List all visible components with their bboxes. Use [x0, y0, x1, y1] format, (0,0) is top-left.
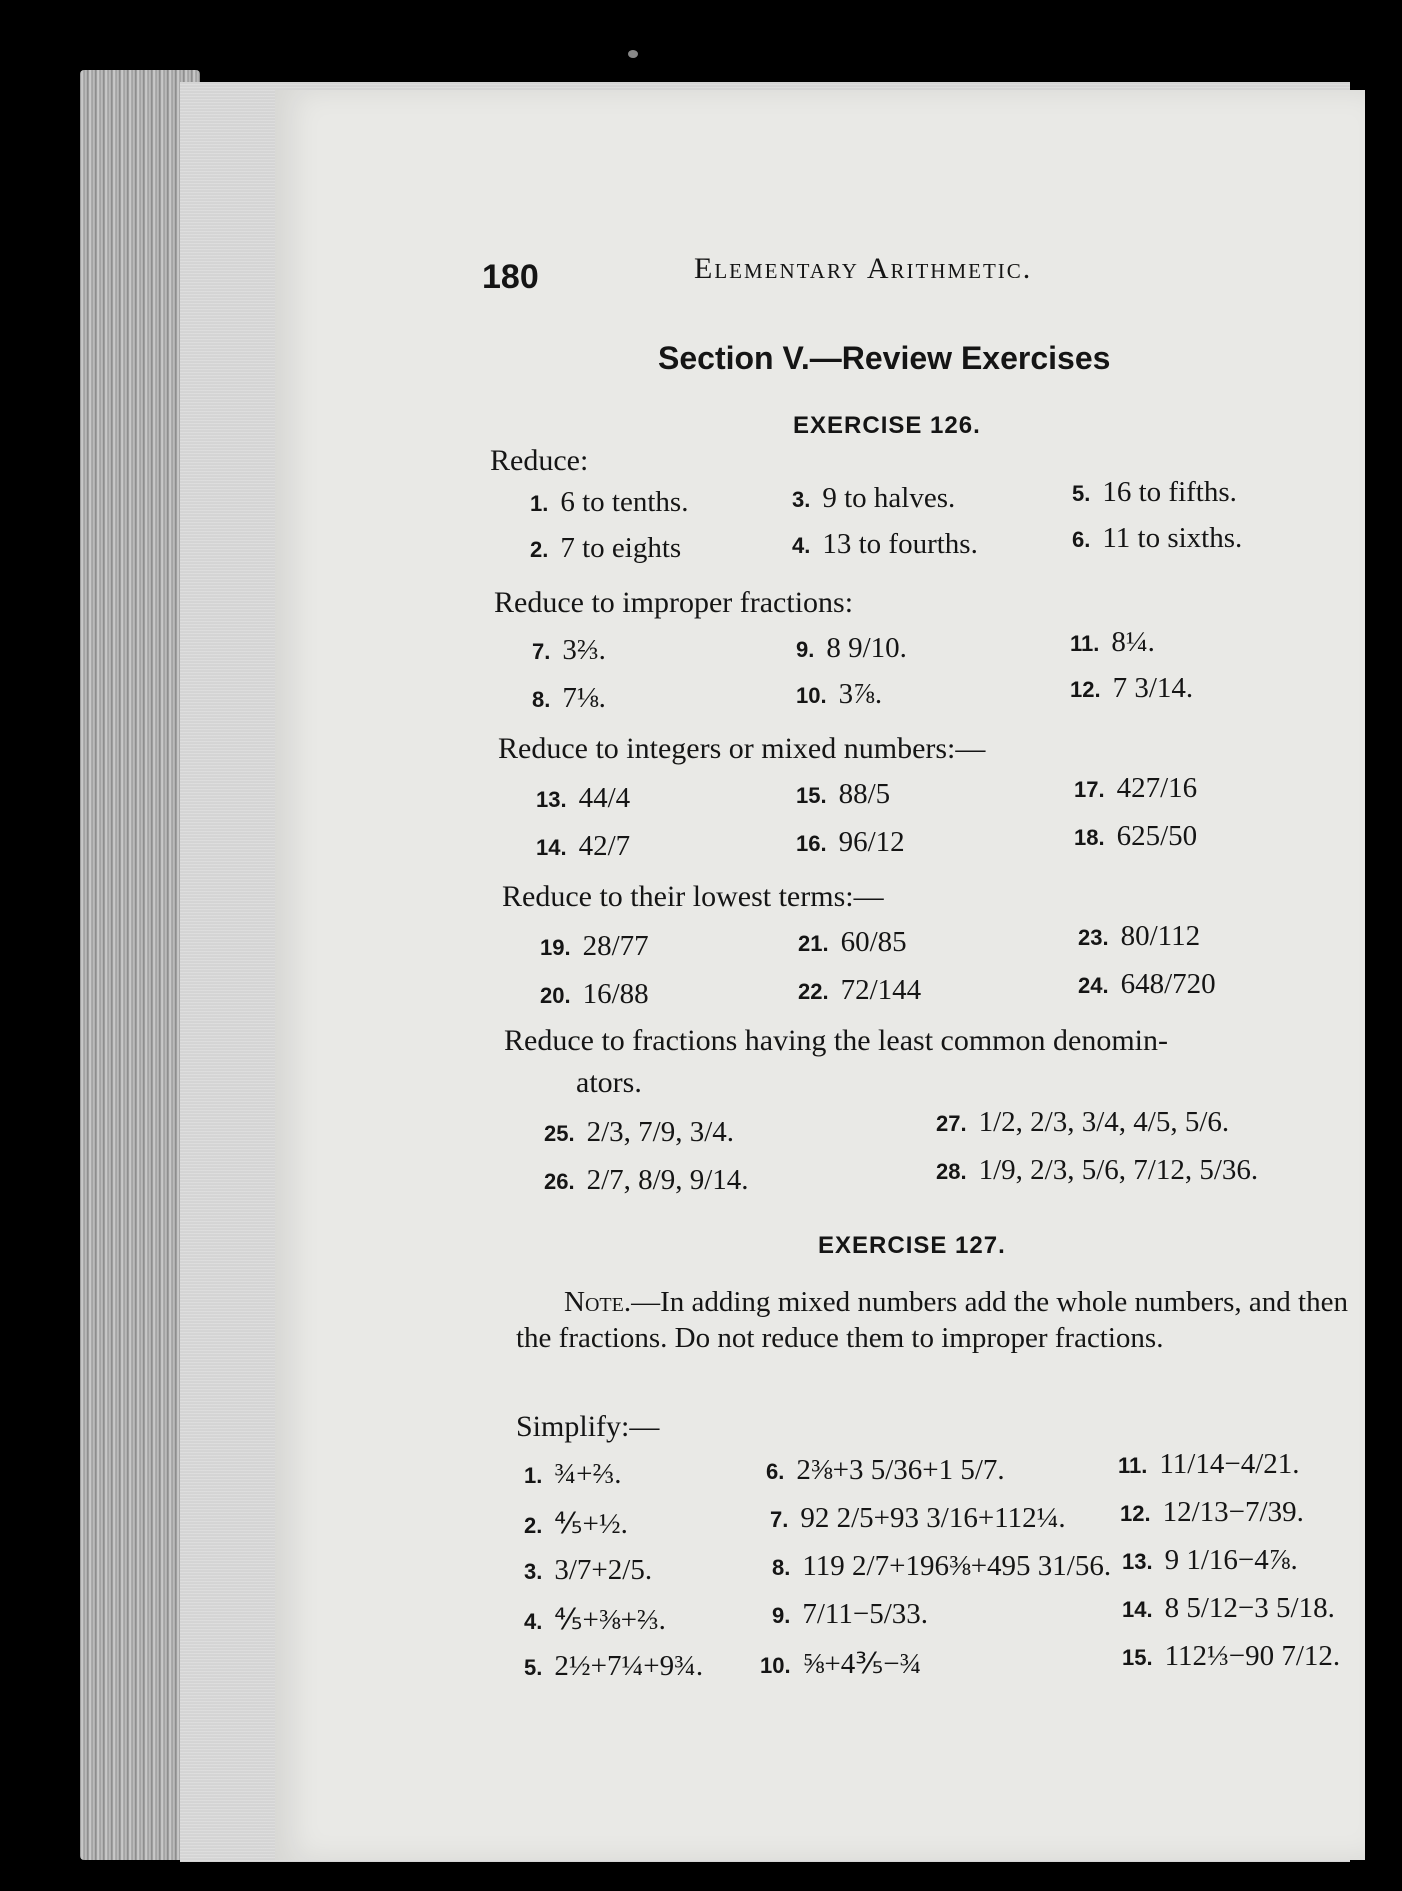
exercise-item: 13. 44/4	[536, 782, 631, 814]
exercise-item: 5. 2½+7¼+9¾.	[524, 1650, 704, 1682]
exercise-item: 2. ⅘+½.	[524, 1508, 628, 1540]
section-title: Section V.—Review Exercises	[658, 340, 1111, 376]
group-heading: Reduce to their lowest terms:—	[502, 880, 884, 913]
note-label: Note.	[564, 1286, 632, 1318]
exercise-item: 20. 16/88	[540, 978, 649, 1010]
exercise-item: 17. 427/16	[1074, 772, 1198, 804]
exercise-item: 7. 3⅔.	[532, 634, 606, 666]
exercise-item: 25. 2/3, 7/9, 3/4.	[544, 1116, 735, 1148]
group-heading: Reduce to fractions having the least common denomin-	[504, 1024, 1168, 1057]
simplify-heading: Simplify:—	[516, 1410, 660, 1443]
exercise-item: 15. 112⅓−90 7/12.	[1122, 1640, 1341, 1672]
exercise-item: 6. 2⅜+3 5/36+1 5/7.	[766, 1454, 1005, 1486]
exercise-item: 22. 72/144	[798, 974, 922, 1006]
exercise-item: 26. 2/7, 8/9, 9/14.	[544, 1164, 749, 1196]
note-text: —In adding mixed numbers add the whole numbers, and then the fractions. Do not reduce them to improper fractions.	[516, 1286, 1348, 1354]
note-paragraph	[516, 1284, 1348, 1356]
exercise-item: 4. ⅘+⅜+⅔.	[524, 1604, 666, 1636]
exercise-item: 18. 625/50	[1074, 820, 1198, 852]
group-heading: Reduce to improper fractions:	[494, 586, 854, 619]
exercise-item: 15. 88/5	[796, 778, 891, 810]
exercise-item: 11. 8¼.	[1070, 626, 1155, 658]
exercise-item: 11. 11/14−4/21.	[1118, 1448, 1300, 1480]
exercise-item: 28. 1/9, 2/3, 5/6, 7/12, 5/36.	[936, 1154, 1259, 1186]
exercise-item: 3. 3/7+2/5.	[524, 1554, 653, 1586]
exercise-item: 3. 9 to halves.	[792, 482, 956, 514]
exercise-item: 7. 92 2/5+93 3/16+112¼.	[770, 1502, 1066, 1534]
exercise-item: 10. 3⅞.	[796, 678, 883, 710]
exercise-item: 8. 119 2/7+196⅜+495 31/56.	[772, 1550, 1112, 1582]
exercise-item: 13. 9 1/16−4⅞.	[1122, 1544, 1298, 1576]
exercise-item: 6. 11 to sixths.	[1072, 522, 1243, 554]
group-heading: Reduce to integers or mixed numbers:—	[498, 732, 986, 765]
exercise-item: 14. 8 5/12−3 5/18.	[1122, 1592, 1335, 1624]
exercise-item: 12. 12/13−7/39.	[1120, 1496, 1304, 1528]
exercise-item: 16. 96/12	[796, 826, 905, 858]
exercise-item: 8. 7⅛.	[532, 682, 606, 714]
exercise-item: 9. 8 9/10.	[796, 632, 907, 664]
exercise-127-title: EXERCISE 127.	[818, 1232, 1006, 1259]
group-heading-continued: ators.	[576, 1066, 642, 1099]
exercise-item: 4. 13 to fourths.	[792, 528, 978, 560]
exercise-item: 21. 60/85	[798, 926, 907, 958]
exercise-item: 12. 7 3/14.	[1070, 672, 1194, 704]
exercise-item: 5. 16 to fifths.	[1072, 476, 1237, 508]
group-heading: Reduce:	[490, 444, 589, 477]
exercise-item: 1. ¾+⅔.	[524, 1458, 622, 1490]
exercise-item: 1. 6 to tenths.	[530, 486, 689, 518]
exercise-item: 27. 1/2, 2/3, 3/4, 4/5, 5/6.	[936, 1106, 1230, 1138]
exercise-item: 19. 28/77	[540, 930, 649, 962]
exercise-item: 24. 648/720	[1078, 968, 1216, 1000]
exercise-item: 23. 80/112	[1078, 920, 1201, 952]
speck	[628, 50, 638, 58]
exercise-item: 10. ⅝+4⅗−¾	[760, 1648, 922, 1680]
running-head: Elementary Arithmetic.	[694, 252, 1033, 285]
exercise-item: 14. 42/7	[536, 830, 631, 862]
exercise-126-title: EXERCISE 126.	[793, 412, 981, 439]
page-number: 180	[482, 258, 539, 296]
exercise-item: 2. 7 to eights	[530, 532, 682, 564]
exercise-item: 9. 7/11−5/33.	[772, 1598, 929, 1630]
